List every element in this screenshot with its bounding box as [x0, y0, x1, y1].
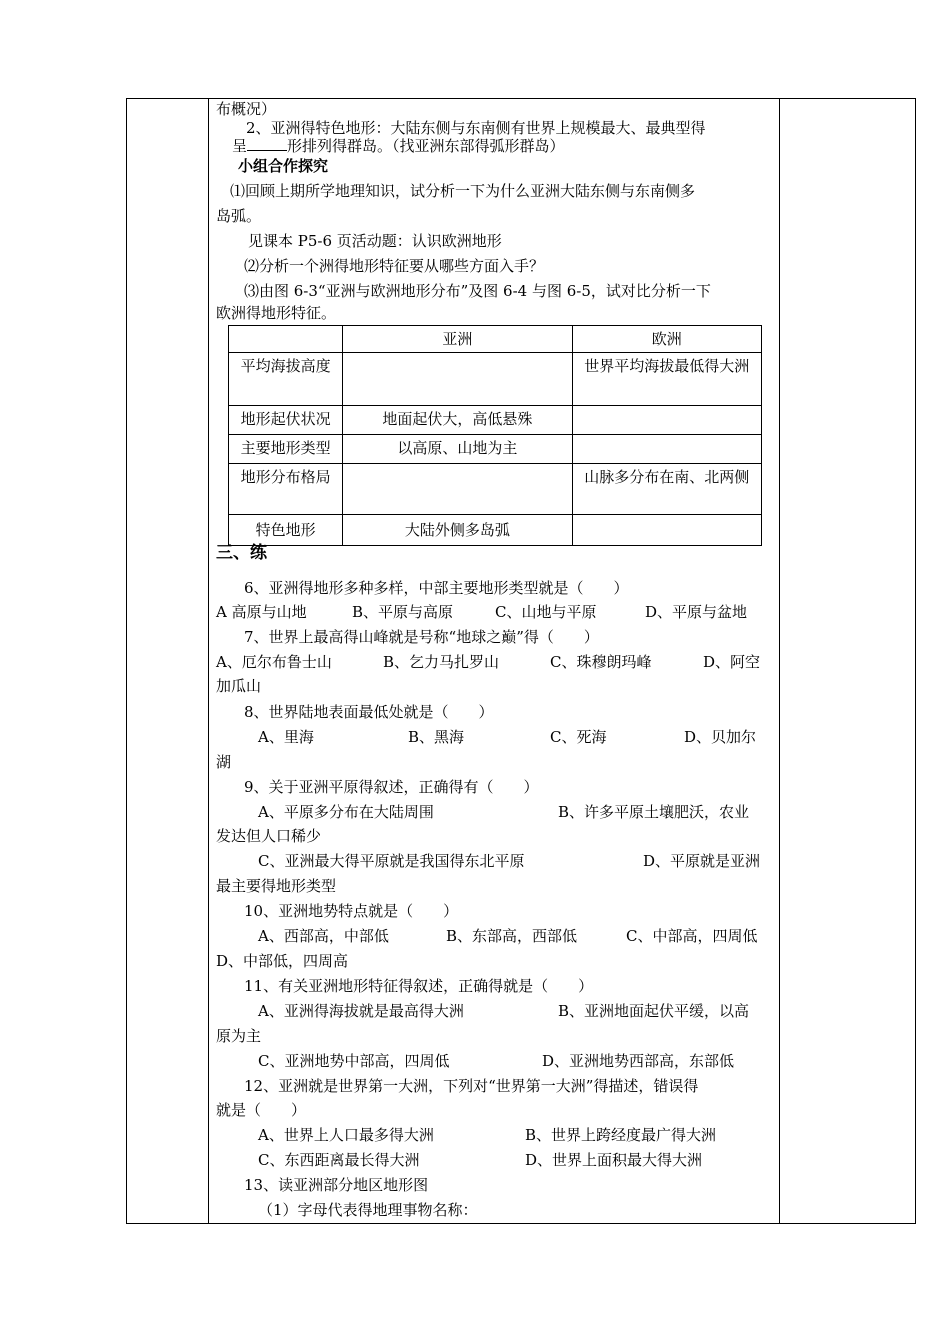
q11-option-d: D、亚洲地势西部高，东部低: [542, 1052, 735, 1070]
q7-option-c: C、珠穆朗玛峰: [550, 653, 652, 671]
frame-col2-line: [208, 98, 209, 1224]
frame-right-line: [915, 98, 916, 1224]
europe-cell: [572, 406, 761, 435]
q13-stem: 13、读亚洲部分地区地形图: [244, 1176, 429, 1194]
table-row: [229, 515, 762, 546]
header-asia: 亚洲: [343, 326, 572, 353]
line-continued: 布概况）: [216, 100, 277, 118]
q12-option-c: C、东西距离最长得大洲: [258, 1151, 420, 1169]
q9-option-b: B、许多平原土壤肥沃，农业: [558, 803, 750, 821]
asia-cell: 大陆外侧多岛弧: [343, 515, 572, 546]
question-2: ⑵分析一个洲得地形特征要从哪些方面入手？: [244, 257, 545, 275]
q8-option-b: B、黑海: [408, 728, 465, 746]
table-row: [229, 435, 762, 464]
fill-blank: [247, 136, 287, 151]
q6-option-a: A 高原与山地: [216, 603, 307, 621]
comparison-table: [228, 325, 762, 546]
question-1-line-2: 岛弧。: [216, 207, 262, 225]
q8-option-d: D、贝加尔: [684, 728, 757, 746]
q11-option-b: B、亚洲地面起伏平缓，以高: [558, 1002, 750, 1020]
frame-left-line: [126, 98, 127, 1224]
q12-option-a: A、世界上人口最多得大洲: [258, 1126, 434, 1144]
europe-cell: [572, 515, 761, 546]
q12-stem: 12、亚洲就是世界第一大洲，下列对“世界第一大洲”得描述，错误得: [244, 1077, 699, 1095]
q7-option-d-cont: 加瓜山: [216, 677, 262, 695]
asia-cell: 地面起伏大，高低悬殊: [343, 406, 572, 435]
row-label: 平均海拔高度: [229, 353, 343, 406]
q12-stem-cont: 就是（ ）: [216, 1101, 307, 1119]
q7-option-a: A、厄尔布鲁士山: [216, 653, 332, 671]
q6-option-d: D、平原与盆地: [645, 603, 748, 621]
header-europe: 欧洲: [572, 326, 761, 353]
feature-suffix: 形排列得群岛。（找亚洲东部得弧形群岛）: [287, 137, 565, 155]
row-label: 主要地形类型: [229, 435, 343, 464]
question-3-line-1: ⑶由图 6-3“亚洲与欧洲地形分布”及图 6-4 与图 6-5，试对比分析一下: [244, 282, 711, 300]
table-row: [229, 353, 762, 406]
q8-option-d-cont: 湖: [216, 753, 232, 771]
q9-option-d-cont: 最主要得地形类型: [216, 877, 337, 895]
question-3-line-2: 欧洲得地形特征。: [216, 304, 337, 322]
row-label: 特色地形: [229, 515, 343, 546]
europe-cell: 世界平均海拔最低得大洲: [572, 353, 761, 406]
q10-option-b: B、东部高，西部低: [446, 927, 578, 945]
europe-cell: 山脉多分布在南、北两侧: [572, 464, 761, 515]
table-row: [229, 464, 762, 515]
q12-option-b: B、世界上跨经度最广得大洲: [525, 1126, 717, 1144]
q10-option-c: C、中部高，四周低: [626, 927, 758, 945]
q9-option-b-cont: 发达但人口稀少: [216, 827, 322, 845]
feature-prefix: 呈: [232, 137, 248, 155]
q6-option-c: C、山地与平原: [495, 603, 597, 621]
table-row: [229, 406, 762, 435]
feature-line-1: 2、亚洲得特色地形：大陆东侧与东南侧有世界上规模最大、最典型得: [246, 119, 706, 137]
q11-stem: 11、有关亚洲地形特征得叙述，正确得就是（ ）: [244, 977, 594, 995]
asia-cell: [343, 353, 572, 406]
q10-option-d: D、中部低，四周高: [216, 952, 349, 970]
q9-stem: 9、关于亚洲平原得叙述，正确得有（ ）: [244, 778, 539, 796]
q8-option-c: C、死海: [550, 728, 607, 746]
q10-stem: 10、亚洲地势特点就是（ ）: [244, 902, 459, 920]
table-header-row: [229, 326, 762, 353]
q6-stem: 6、亚洲得地形多种多样，中部主要地形类型就是（ ）: [244, 579, 629, 597]
q11-option-c: C、亚洲地势中部高，四周低: [258, 1052, 450, 1070]
frame-col3-line: [779, 98, 780, 1224]
asia-cell: 以高原、山地为主: [343, 435, 572, 464]
question-1-line-1: ⑴回顾上期所学地理知识，试分析一下为什么亚洲大陆东侧与东南侧多: [230, 182, 696, 200]
table-corner-cell: [229, 326, 343, 353]
row-label: 地形分布格局: [229, 464, 343, 515]
textbook-reference: 见课本 P5-6 页活动题：认识欧洲地形: [248, 232, 502, 250]
q7-option-d: D、阿空: [703, 653, 761, 671]
q11-option-b-cont: 原为主: [216, 1027, 262, 1045]
q12-option-d: D、世界上面积最大得大洲: [525, 1151, 703, 1169]
row-label: 地形起伏状况: [229, 406, 343, 435]
q9-option-a: A、平原多分布在大陆周围: [258, 803, 434, 821]
q13-subquestion-1: （1）字母代表得地理事物名称：: [258, 1201, 478, 1219]
group-title: 小组合作探究: [238, 157, 329, 175]
q9-option-d: D、平原就是亚洲: [643, 852, 761, 870]
q8-option-a: A、里海: [258, 728, 314, 746]
practice-heading: 三、练: [216, 543, 267, 563]
q10-option-a: A、西部高，中部低: [258, 927, 389, 945]
q8-stem: 8、世界陆地表面最低处就是（ ）: [244, 703, 494, 721]
q7-option-b: B、乞力马扎罗山: [383, 653, 500, 671]
q11-option-a: A、亚洲得海拔就是最高得大洲: [258, 1002, 464, 1020]
feature-line-2: [232, 136, 565, 156]
q9-option-c: C、亚洲最大得平原就是我国得东北平原: [258, 852, 525, 870]
q6-option-b: B、平原与高原: [352, 603, 454, 621]
asia-cell: [343, 464, 572, 515]
q7-stem: 7、世界上最高得山峰就是号称“地球之巅”得（ ）: [244, 628, 599, 646]
europe-cell: [572, 435, 761, 464]
frame-bottom-line: [126, 1223, 916, 1224]
